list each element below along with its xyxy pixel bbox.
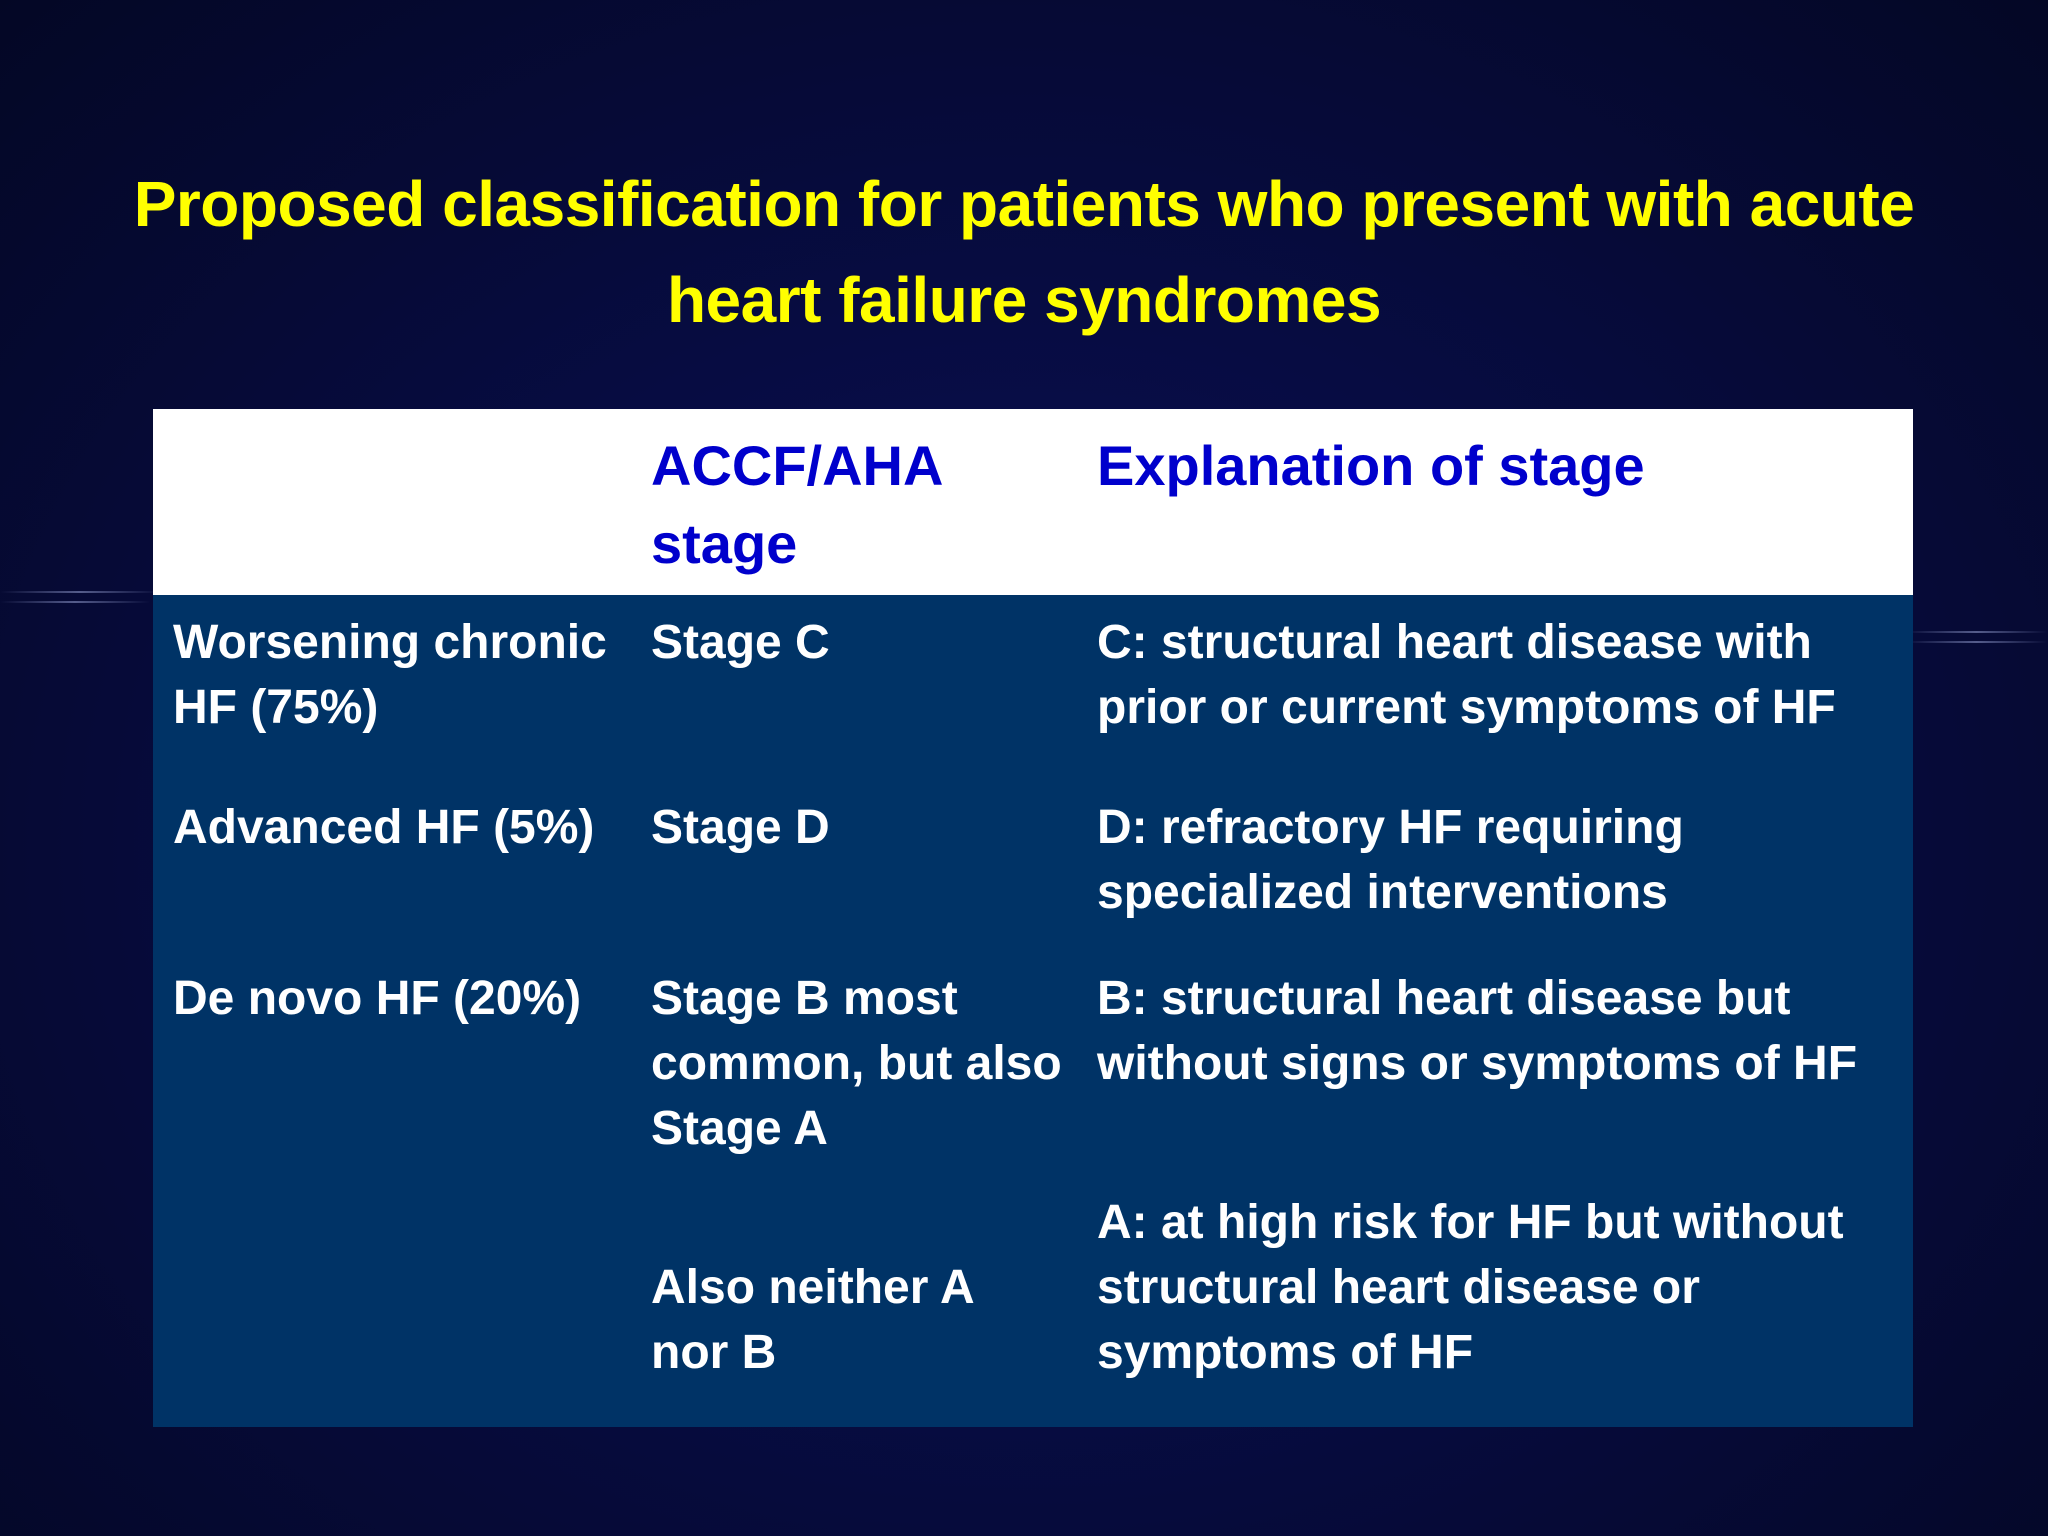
row-1-explanation-line-1: C: structural heart disease with [1097, 616, 1812, 669]
slide-title-line-1: Proposed classification for patients who present with acute [133, 168, 1915, 240]
row-3-explanation [1097, 966, 1897, 1096]
row-4-stage-line-1: Also neither A [651, 1261, 975, 1314]
decorative-line-left-2 [0, 601, 150, 603]
row-4-stage [651, 1255, 1081, 1385]
header-accf-aha-stage-line-2: stage [651, 512, 798, 575]
row-4-explanation-line-1: A: at high risk for HF but without [1097, 1196, 1844, 1249]
row-2-stage-line-1: Stage D [651, 801, 830, 854]
row-4-explanation [1097, 1190, 1897, 1385]
slide-title-line-2: heart failure syndromes [666, 264, 1382, 336]
row-2-category [173, 795, 613, 860]
row-3-category-line-1: De novo HF (20%) [173, 972, 582, 1025]
decorative-line-right-2 [1905, 641, 2048, 643]
row-2-explanation-line-1: D: refractory HF requiring [1097, 801, 1684, 854]
row-3-stage-line-2: common, but also [651, 1037, 1062, 1090]
row-4-explanation-line-2: structural heart disease or [1097, 1261, 1700, 1314]
header-accf-aha-stage [651, 427, 1081, 583]
row-3-explanation-line-1: B: structural heart disease but [1097, 972, 1791, 1025]
row-1-explanation [1097, 610, 1897, 740]
row-2-explanation [1097, 795, 1897, 925]
row-1-explanation-line-2: prior or current symptoms of HF [1097, 681, 1836, 734]
decorative-line-right [1905, 631, 2048, 633]
row-3-stage-line-1: Stage B most [651, 972, 958, 1025]
row-2-explanation-line-2: specialized interventions [1097, 866, 1668, 919]
row-4-stage-line-2: nor B [651, 1326, 777, 1379]
header-explanation-of-stage [1097, 427, 1897, 505]
row-3-stage [651, 966, 1081, 1161]
row-2-category-line-1: Advanced HF (5%) [173, 801, 595, 854]
table-body [153, 595, 1913, 1427]
row-3-explanation-line-2: without signs or symptoms of HF [1097, 1037, 1858, 1090]
row-3-stage-line-3: Stage A [651, 1102, 828, 1155]
classification-table [153, 409, 1913, 1427]
table-header [153, 409, 1913, 595]
row-1-category-line-2: HF (75%) [173, 681, 379, 734]
row-3-category [173, 966, 613, 1031]
row-1-stage-line-1: Stage C [651, 616, 830, 669]
row-1-category-line-1: Worsening chronic [173, 616, 607, 669]
slide-title [40, 156, 2008, 348]
header-accf-aha-stage-line-1: ACCF/AHA [651, 434, 944, 497]
decorative-line-left [0, 591, 160, 593]
row-1-category [173, 610, 613, 740]
row-1-stage [651, 610, 1081, 675]
row-4-explanation-line-3: symptoms of HF [1097, 1326, 1474, 1379]
row-2-stage [651, 795, 1081, 860]
header-explanation-line-1: Explanation of stage [1097, 434, 1645, 497]
